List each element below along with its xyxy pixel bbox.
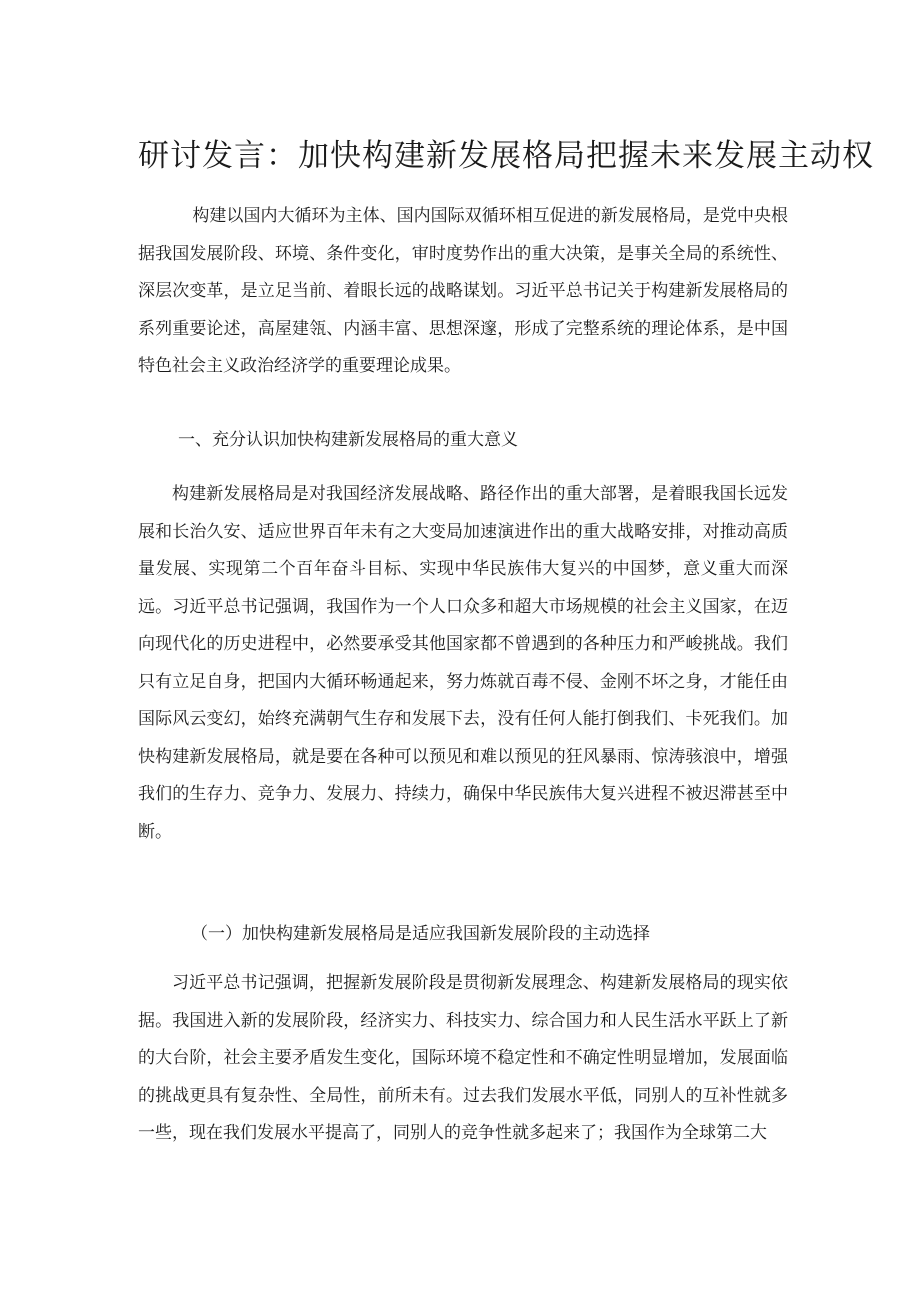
subsection-paragraph: 习近平总书记强调，把握新发展阶段是贯彻新发展理念、构建新发展格局的现实依据。我国进入新的发展阶段，经济实力、科技实力、综合国力和人民生活水平跃上了新的大台阶，社会主要矛盾发生变化，国际环境不稳定性和不确定性明显增加，发展面临的挑战更具有复杂性、全局性，前所未有。过去我们发展水平低，同别人的互补性就多一些，现在我们发展水平提高了，同别人的竞争性就多起来了；我国作为全球第二大 xyxy=(138,973,788,1143)
subsection-heading: （一）加快构建新发展格局是适应我国新发展阶段的主动选择 xyxy=(191,924,650,944)
document-title: 研讨发言：加快构建新发展格局把握未来发展主动权 xyxy=(138,138,874,174)
intro-paragraph: 构建以国内大循环为主体、国内国际双循环相互促进的新发展格局，是党中央根据我国发展阶段、环境、条件变化，审时度势作出的重大决策，是事关全局的系统性、深层次变革，是立足当前、着眼长远的战略谋划。习近平总书记关于构建新发展格局的系列重要论述，高屋建瓴、内涵丰富、思想深邃，形成了完整系统的理论体系，是中国特色社会主义政治经济学的重要理论成果。 xyxy=(138,206,788,376)
section-paragraph: 构建新发展格局是对我国经济发展战略、路径作出的重大部署，是着眼我国长远发展和长治久安、适应世界百年未有之大变局加速演进作出的重大战略安排，对推动高质量发展、实现第二个百年奋斗目标、实现中华民族伟大复兴的中国梦，意义重大而深远。习近平总书记强调，我国作为一个人口众多和超大市场规模的社会主义国家，在迈向现代化的历史进程中，必然要承受其他国家都不曾遇到的各种压力和严峻挑战。我们只有立足自身，把国内大循环畅通起来，努力炼就百毒不侵、金刚不坏之身，才能任由国际风云变幻，始终充满朝气生存和发展下去，没有任何人能打倒我们、卡死我们。加快构建新发展格局，就是要在各种可以预见和难以预见的狂风暴雨、惊涛骇浪中，增强我们的生存力、竞争力、发展力、持续力，确保中华民族伟大复兴进程不被迟滞甚至中断。 xyxy=(138,484,788,842)
section-heading: 一、充分认识加快构建新发展格局的重大意义 xyxy=(178,430,518,450)
